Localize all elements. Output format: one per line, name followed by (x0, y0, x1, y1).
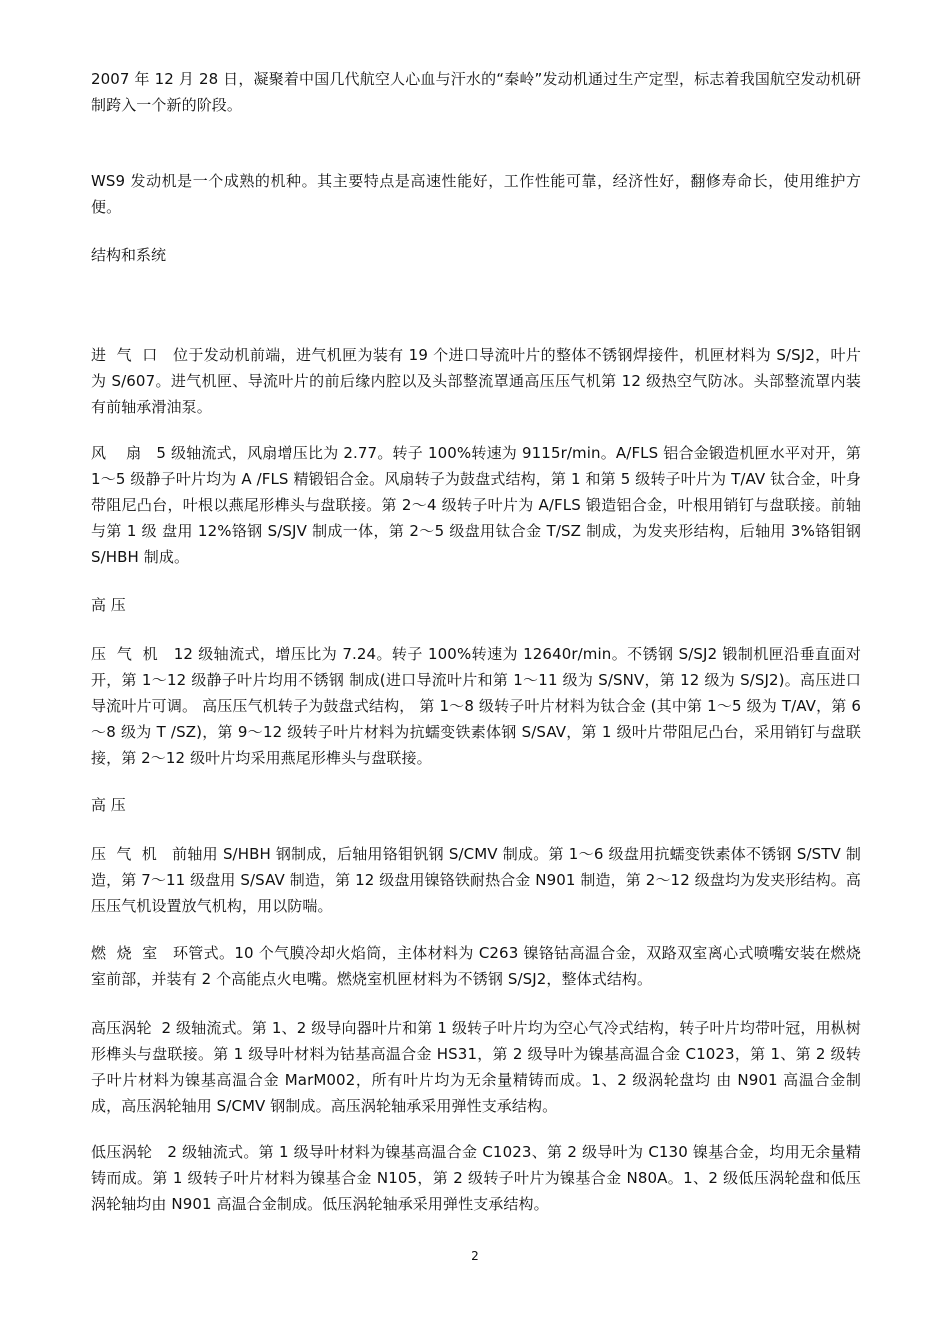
hpc-paragraph-2 (91, 841, 861, 919)
hpc-paragraph-1 (91, 641, 861, 771)
inlet-label: 进 气 口 (91, 346, 158, 364)
combustor-text: 环管式。10 个气膜冷却火焰筒，主体材料为 C263 镍铬钴高温合金，双路双室离心式喷嘴安装在燃烧室前部，并装有 2 个高能点火电嘴。燃烧室机匣材料为不锈钢 S/SJ2，整体式结构。 (91, 944, 862, 988)
lpt-label: 低压涡轮 (91, 1143, 153, 1161)
hp-heading-2: 高 压 (91, 796, 126, 814)
hpc-text-1: 12 级轴流式，增压比为 7.24。转子 100%转速为 12640r/min。不锈钢 S/SJ2 锻制机匣沿垂直面对开，第 1～12 级静子叶片均用不锈钢 制成(进口导流叶片和第 1～11 级为 S/SNV，第 12 级为 S/SJ2)。高压进口导流叶片可调。 高压压气机转子为鼓盘式结构， 第 1～8 级转子叶片材料为钛合金 (其中第 1～5 级为 T/AV，第 6～8 级为 T /SZ)，第 9～12 级转子叶片材料为抗蠕变铁素体钢 S/SAV，第 1 级叶片带阻尼凸台，采用销钉与盘联接，第 2～12 级叶片均采用燕尾形榫头与盘联接。 (91, 645, 861, 767)
hpc-label-2: 压 气 机 (91, 845, 157, 863)
hpc-label-1: 压 气 机 (91, 645, 159, 663)
combustor-label: 燃 烧 室 (91, 944, 158, 962)
fan-label: 风 扇 (91, 444, 142, 462)
page-number: 2 (471, 1249, 479, 1263)
hpt-text: 2 级轴流式。第 1、2 级导向器叶片和第 1 级转子叶片均为空心气冷式结构，转子叶片均带叶冠，用枞树形榫头与盘联接。第 1 级导叶材料为钴基高温合金 HS31，第 2 级导叶为镍基高温合金 C1023，第 1、第 2 级转子叶片材料为镍基高温合金 MarM002，所有叶片均为无余量精铸而成。1、2 级涡轮盘均 由 N901 高温合金制成，高压涡轮轴用 S/CMV 钢制成。高压涡轮轴承采用弹性支承结构。 (91, 1019, 861, 1115)
combustor-paragraph (91, 940, 861, 992)
ws9-summary-paragraph: WS9 发动机是一个成熟的机种。其主要特点是高速性能好，工作性能可靠，经济性好，翻修寿命长，使用维护方便。 (91, 172, 861, 216)
inlet-text: 位于发动机前端，进气机匣为装有 19 个进口导流叶片的整体不锈钢焊接件，机匣材料为 S/SJ2，叶片为 S/607。进气机匣、导流叶片的前后缘内腔以及头部整流罩通高压压气机第 12 级热空气防冰。头部整流罩内装有前轴承滑油泵。 (91, 346, 861, 416)
hpt-paragraph (91, 1015, 861, 1119)
hpt-label: 高压涡轮 (91, 1019, 152, 1037)
fan-text: 5 级轴流式，风扇增压比为 2.77。转子 100%转速为 9115r/min。A/FLS 铝合金锻造机匣水平对开，第 1～5 级静子叶片均为 A /FLS 精锻铝合金。风扇转子为鼓盘式结构，第 1 和第 5 级转子叶片为 T/AV 钛合金，叶身带阻尼凸台，叶根以燕尾形榫头与盘联接。第 2～4 级转子叶片为 A/FLS 锻造铝合金，叶根用销钉与盘联接。前轴与第 1 级 盘用 12%铬钢 S/SJV 制成一体，第 2～5 级盘用钛合金 T/SZ 制成，为发夹形结构，后轴用 3%铬钼钢 S/HBH 制成。 (91, 444, 861, 566)
hp-heading-1: 高 压 (91, 596, 126, 614)
lpt-text: 2 级轴流式。第 1 级导叶材料为镍基高温合金 C1023、第 2 级导叶为 C130 镍基合金，均用无余量精铸而成。第 1 级转子叶片材料为镍基合金 N105，第 2 级转子叶片为镍基合金 N80A。1、2 级低压涡轮盘和低压涡轮轴均由 N901 高温合金制成。低压涡轮轴承采用弹性支承结构。 (91, 1143, 861, 1213)
fan-paragraph (91, 440, 861, 570)
intro-paragraph: 2007 年 12 月 28 日，凝聚着中国几代航空人心血与汗水的“秦岭”发动机通过生产定型，标志着我国航空发动机研制跨入一个新的阶段。 (91, 70, 861, 114)
lpt-paragraph (91, 1139, 861, 1217)
section-title: 结构和系统 (91, 246, 167, 264)
hpc-text-2: 前轴用 S/HBH 钢制成，后轴用铬钼钒钢 S/CMV 制成。第 1～6 级盘用抗蠕变铁素体不锈钢 S/STV 制造，第 7～11 级盘用 S/SAV 制造，第 12 级盘用镍铬铁耐热合金 N901 制造，第 2～12 级盘均为发夹形结构。高压压气机设置放气机构，用以防喘。 (91, 845, 861, 915)
inlet-paragraph (91, 342, 861, 420)
